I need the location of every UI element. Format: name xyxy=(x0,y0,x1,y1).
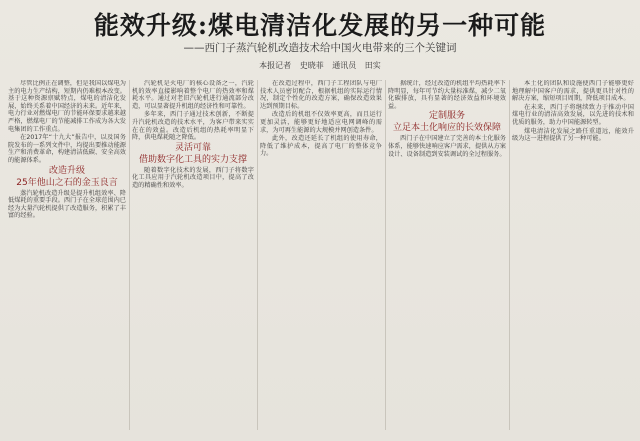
paragraph: 本土化的团队和设施使西门子能够更好地理解中国客户的需求，提供更具针对性的解决方案，缩短项目周期，降低项目成本。 xyxy=(512,80,634,103)
column-4 xyxy=(388,80,506,435)
column-5 xyxy=(512,80,634,435)
paragraph: 煤电清洁化发展之路任重道远，能效升级为这一进程提供了另一种可能。 xyxy=(512,127,634,143)
paragraph: 多年来，西门子通过技术创新，不断提升汽轮机改造的技术水平，为客户带来实实在在的效益。改造后机组的热耗率明显下降，供电煤耗随之降低。 xyxy=(132,111,254,142)
subtitle: ——西门子蒸汽轮机改造技术给中国火电带来的三个关键词 xyxy=(183,42,457,54)
column-divider xyxy=(385,80,386,430)
column-2 xyxy=(132,80,254,435)
section-heading: 借助数字化工具的实力支撑 xyxy=(138,154,247,165)
paragraph: 汽轮机是火电厂的核心设备之一，汽轮机的效率直接影响着整个电厂的热效率和煤耗水平。通过对老旧汽轮机进行通流部分改造，可以显著提升机组的经济性和可靠性。 xyxy=(132,80,254,110)
section-heading: 改造升级 xyxy=(48,165,85,176)
column-divider xyxy=(257,80,258,430)
paragraph: 在改造过程中，西门子工程团队与电厂技术人员密切配合，根据机组的实际运行情况，制定个性化的改造方案，确保改造效果达到预期目标。 xyxy=(260,80,382,110)
paragraph: 西门子在中国建立了完善的本土化服务体系，能够快速响应客户需求，提供从方案设计、设备制造到安装调试的全过程服务。 xyxy=(388,135,506,158)
paragraph: 蒸汽轮机改造升级是提升机组效率、降低煤耗的重要手段。西门子在全球范围内已经为大量汽轮机提供了改造服务，积累了丰富的经验。 xyxy=(8,189,126,220)
paragraph: 改造后的机组不仅效率更高，而且运行更加灵活，能够更好地适应电网调峰的需求，为可再生能源的大规模并网创造条件。 xyxy=(260,111,382,134)
section-heading: 定制服务 xyxy=(428,111,465,122)
column-1 xyxy=(8,80,126,435)
column-divider xyxy=(509,80,510,430)
headline: 能效升级:煤电清洁化发展的另一种可能 xyxy=(93,11,547,40)
section-heading: 灵活可靠 xyxy=(174,142,211,153)
paragraph: 在未来，西门子将继续致力于推动中国煤电行业的清洁高效发展，以先进的技术和优质的服务，助力中国能源转型。 xyxy=(512,103,634,126)
paragraph: 据统计，经过改造的机组平均热耗率下降明显，每年可节约大量标准煤，减少二氧化碳排放，具有显著的经济效益和环境效益。 xyxy=(388,80,506,110)
byline: 本报记者 史晓菲 通讯员 田实 xyxy=(259,61,381,70)
column-divider xyxy=(129,80,130,430)
paragraph: 尽管比例正在调整，但是我国以煤电为主的电力生产结构，短期内仍难根本改变。基于这种资源禀赋特点，煤电的清洁化发展，始终关系着中国经济的未来。近年来，电力行业对燃煤电厂的节能环保要求越来越严格，燃煤电厂的节能减排工作成为各大发电集团的工作重点。 xyxy=(8,80,126,133)
paragraph: 此外，改造还延长了机组的使用寿命，降低了维护成本，提高了电厂的整体竞争力。 xyxy=(260,135,382,158)
paragraph: 随着数字化技术的发展，西门子将数字化工具应用于汽轮机改造项目中，提高了改造的精确性和效率。 xyxy=(132,166,254,189)
column-3 xyxy=(260,80,382,435)
section-heading: 立足本土化响应的长效保障 xyxy=(392,123,501,134)
paragraph: 在2017年“十九大”报告中，以及国务院发布的一系列文件中，均提出要推动能源生产和消费革命，构建清洁低碳、安全高效的能源体系。 xyxy=(8,134,126,164)
section-heading: 25年他山之石的金玉良言 xyxy=(16,177,118,188)
